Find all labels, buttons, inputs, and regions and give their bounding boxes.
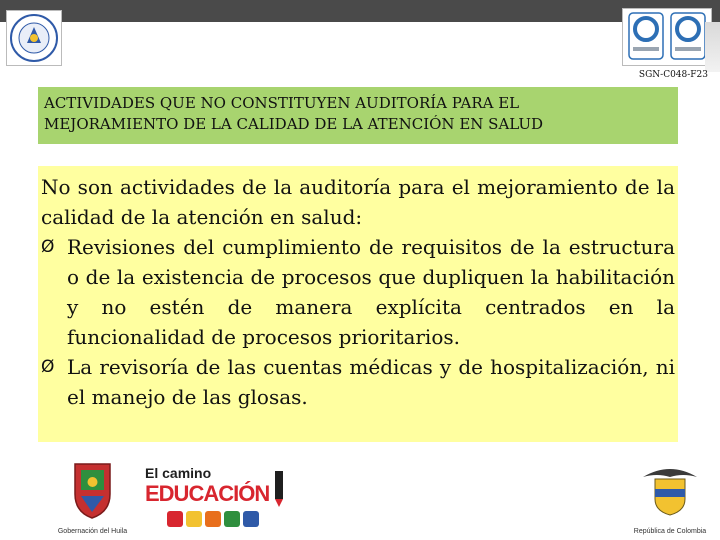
campaign-square-icon [224, 511, 240, 527]
campaign-square-icon [205, 511, 221, 527]
republica-colombia-logo [633, 465, 707, 535]
campaign-line-2: EDUCACIÓN [145, 481, 270, 506]
title-line-2: MEJORAMIENTO DE LA CALIDAD DE LA ATENCIÓN EN SALUD [44, 115, 544, 133]
corner-decoration [705, 22, 720, 72]
content-panel [38, 166, 678, 442]
title-banner [38, 87, 678, 144]
campaign-square-icon [243, 511, 259, 527]
gobernacion-huila-logo [55, 460, 130, 535]
intro-text: No son actividades de la auditoría para el mejoramiento de la calidad de la atención en salud: [41, 175, 675, 229]
bullet-text: La revisoría de las cuentas médicas y de hospitalización, ni el manejo de las glosas. [67, 355, 675, 409]
list-item [41, 352, 675, 412]
arrow-bullet-icon: Ø [41, 237, 55, 257]
republica-label: República de Colombia [633, 528, 707, 535]
arrow-bullet-icon: Ø [41, 357, 55, 377]
top-bar [0, 0, 720, 22]
huila-seal-logo [6, 10, 62, 66]
bullet-text: Revisiones del cumplimiento de requisitos de la estructura o de la existencia de procesos que dupliquen la habilitación y no estén de manera explícita centrados en la funcionalidad de procesos prioritarios. [67, 235, 675, 349]
campaign-logo [145, 465, 335, 535]
footer-banner [55, 460, 710, 535]
campaign-square-icon [186, 511, 202, 527]
list-item [41, 232, 675, 352]
gobernacion-label: Gobernación del Huila [57, 528, 128, 535]
pencil-icon [269, 469, 289, 509]
campaign-icons [167, 511, 259, 527]
certification-logos [622, 8, 712, 66]
campaign-square-icon [167, 511, 183, 527]
campaign-line-1: El camino [145, 465, 212, 481]
document-code: SGN-C048-F23 [638, 70, 708, 80]
title-line-1: ACTIVIDADES QUE NO CONSTITUYEN AUDITORÍA PARA EL [44, 94, 520, 112]
